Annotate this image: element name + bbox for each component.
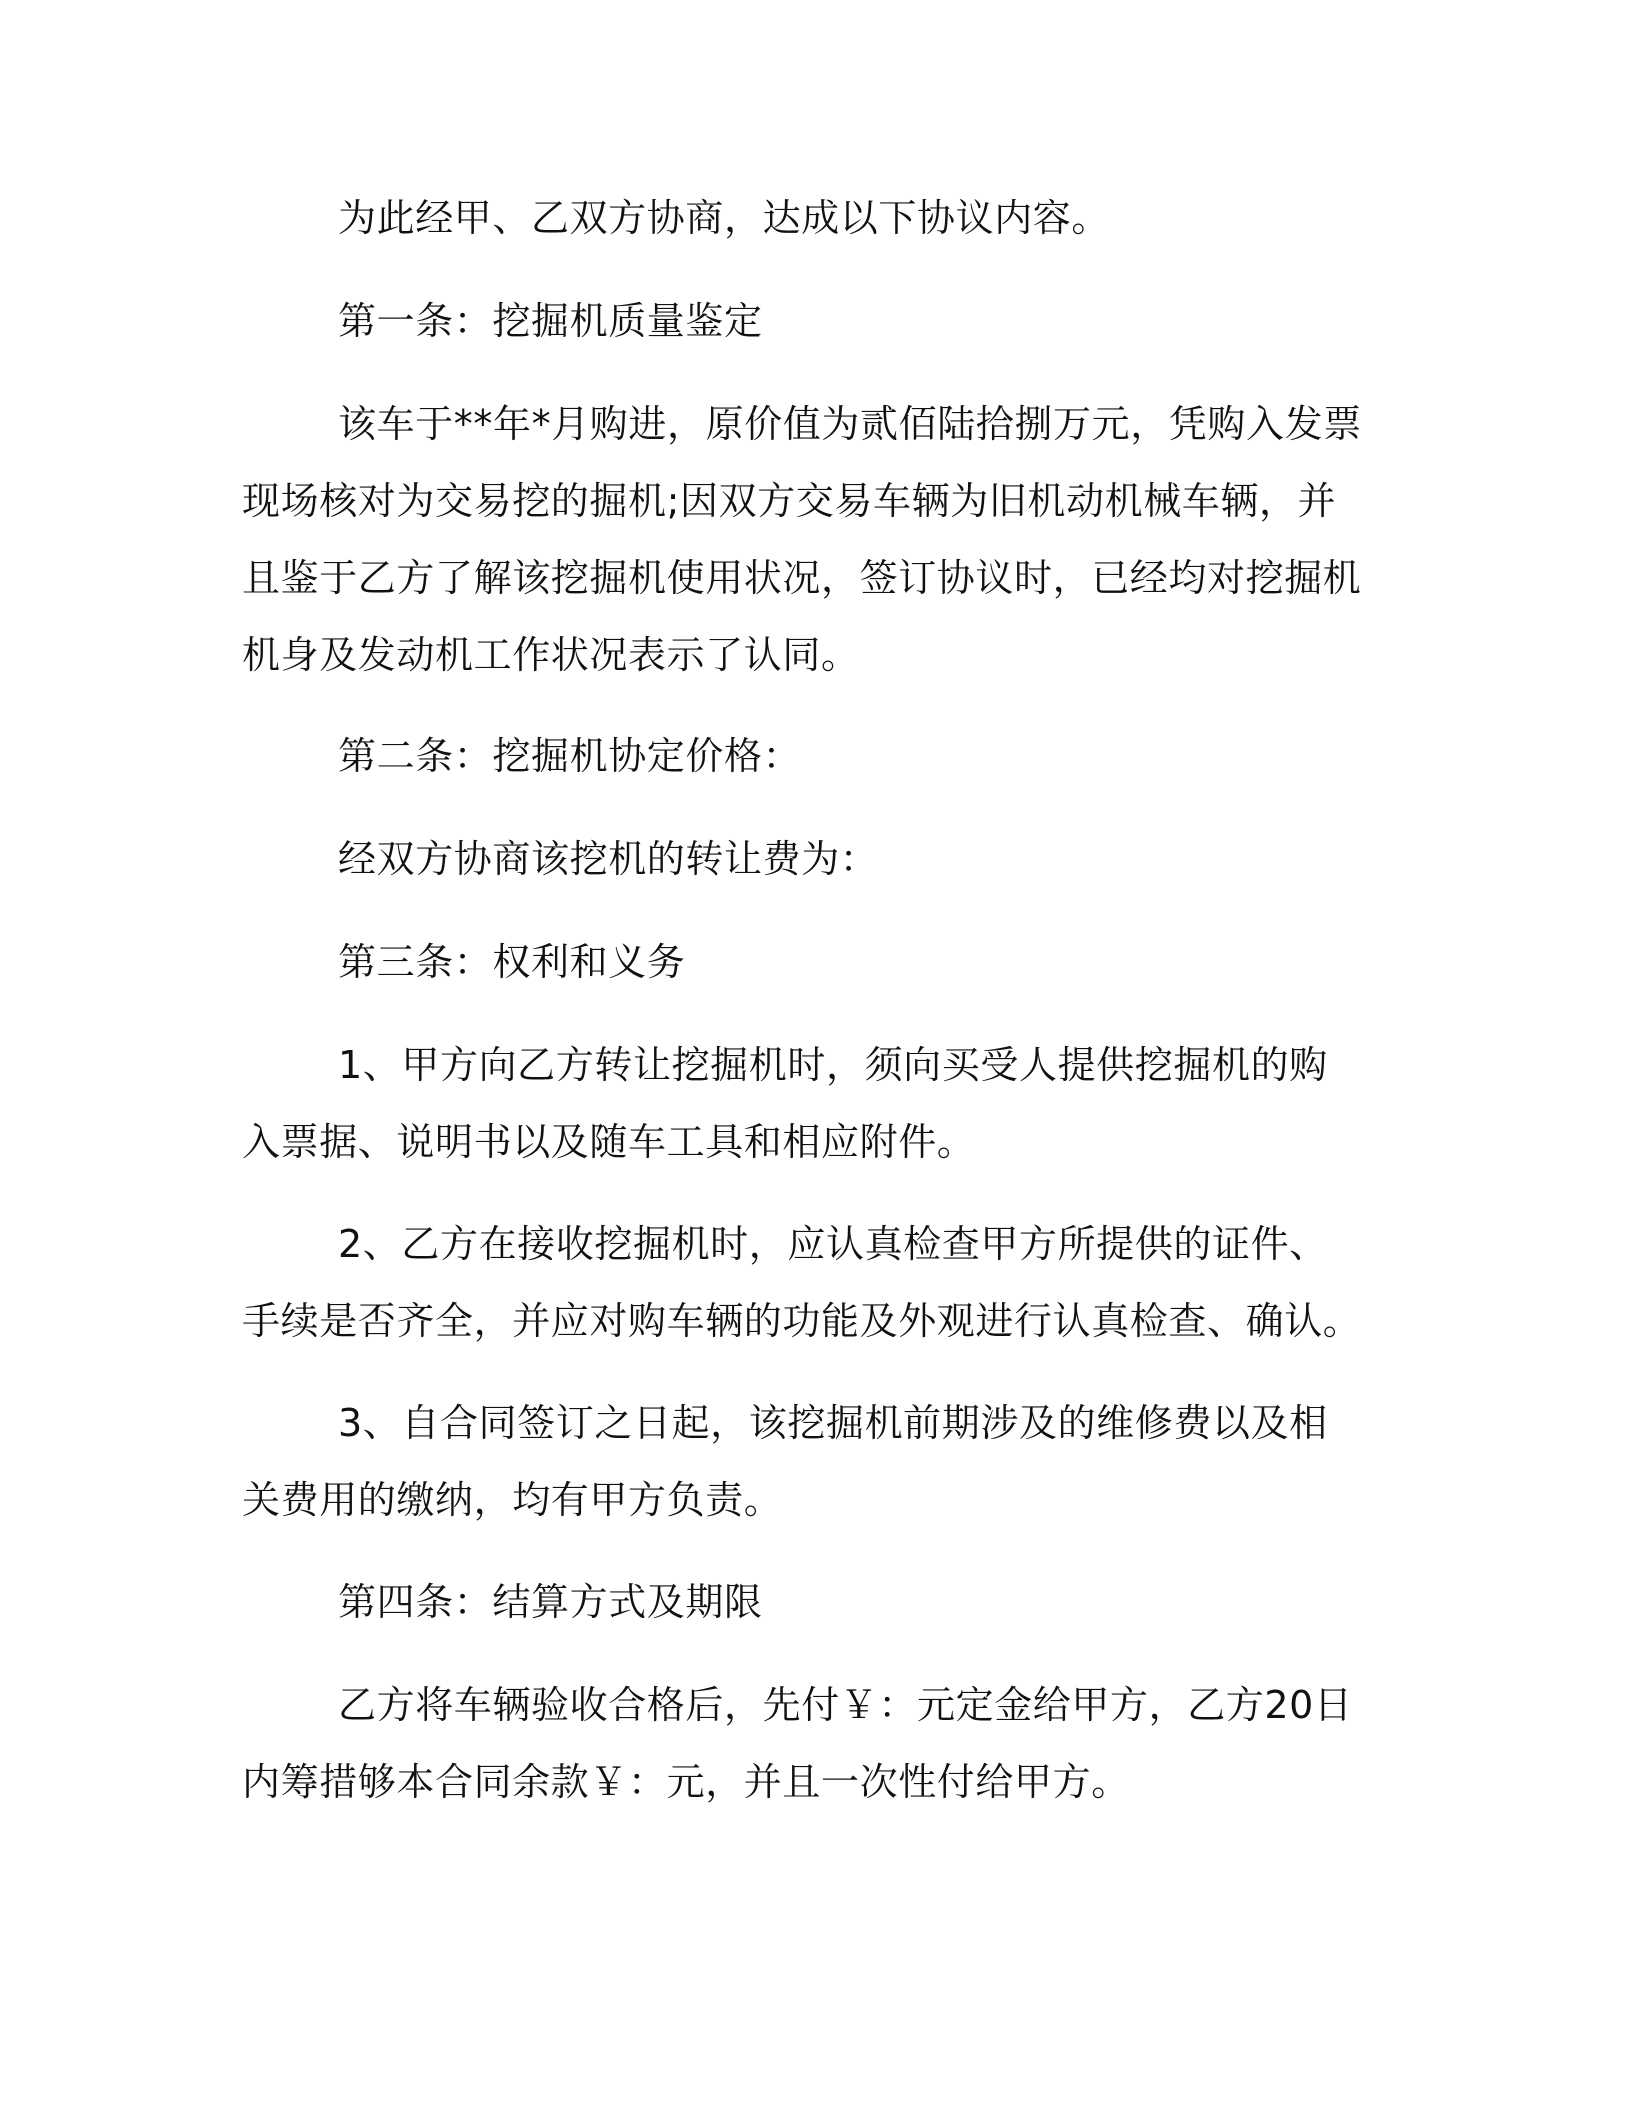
article-4-heading: 第四条：结算方式及期限 xyxy=(338,1580,763,1624)
article-4-body: 乙方将车辆验收合格后，先付￥：元定金给甲方，乙方20日内筹措够本合同余款￥：元，并且一次性付给甲方。 xyxy=(242,1683,1353,1804)
article-3-item-2: 2、乙方在接收挖掘机时，应认真检查甲方所提供的证件、手续是否齐全，并应对购车辆的功能及外观进行认真检查、确认。 xyxy=(242,1222,1362,1343)
article-3-heading: 第三条：权利和义务 xyxy=(338,940,686,984)
article-2-body: 经双方协商该挖机的转让费为： xyxy=(338,837,879,881)
article-3-item-1: 1、甲方向乙方转让挖掘机时，须向买受人提供挖掘机的购入票据、说明书以及随车工具和相应附件。 xyxy=(242,1043,1328,1164)
intro-paragraph: 为此经甲、乙双方协商，达成以下协议内容。 xyxy=(338,196,1111,240)
article-1-body: 该车于**年*月购进，原价值为贰佰陆拾捌万元，凭购入发票现场核对为交易挖的掘机;因双方交易车辆为旧机动机械车辆，并且鉴于乙方了解该挖掘机使用状况，签订协议时，已经均对挖掘机机身及发动机工作状况表示了认同。 xyxy=(242,402,1362,677)
article-2-heading: 第二条：挖掘机协定价格： xyxy=(338,734,802,778)
article-3-item-3: 3、自合同签订之日起，该挖掘机前期涉及的维修费以及相关费用的缴纳，均有甲方负责。 xyxy=(242,1401,1328,1522)
article-1-heading: 第一条：挖掘机质量鉴定 xyxy=(338,299,763,343)
